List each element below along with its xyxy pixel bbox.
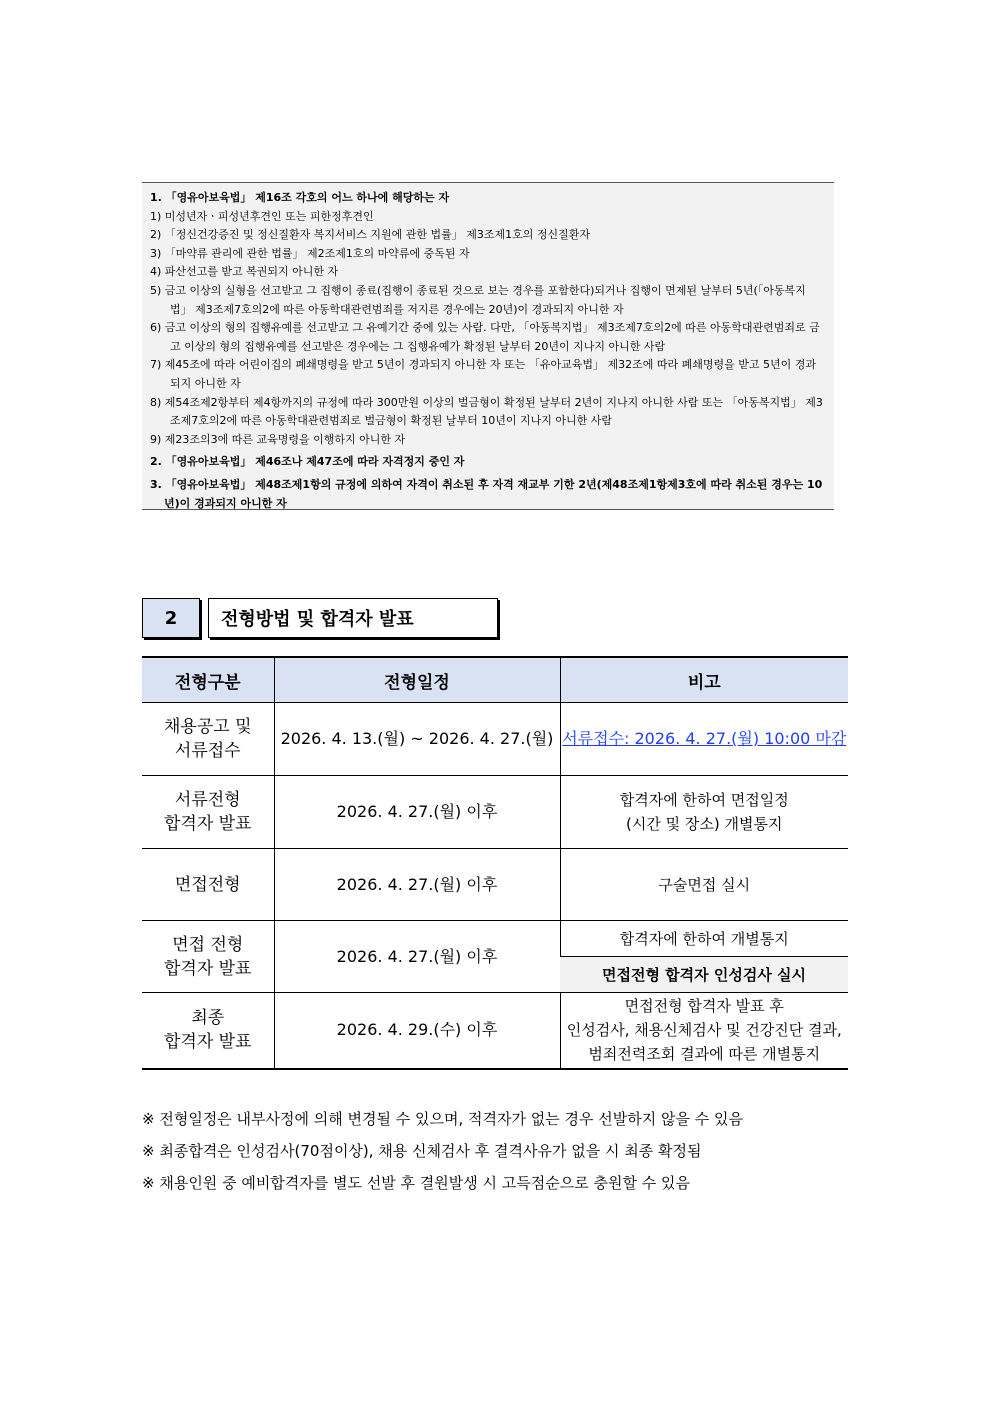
schedule-table	[142, 656, 848, 1070]
header-note: 비고	[560, 657, 848, 703]
row-schedule: 2026. 4. 27.(월) 이후	[274, 776, 560, 849]
row-category: 채용공고 및 서류접수	[142, 703, 274, 776]
disqualification-item: 3) 「마약류 관리에 관한 법률」 제2조제1호의 마약류에 중독된 자	[150, 246, 470, 260]
disqualification-item: 5) 금고 이상의 실형을 선고받고 그 집행이 종료(집행이 종료된 것으로 보는 경우를 포함한다)되거나 집행이 면제된 날부터 5년(「아동복지법」 제3조제7호의2에 따른 아동학대관련범죄를 저지른 경우에는 20년)이 경과되지 아니한 자	[150, 283, 806, 316]
row-schedule: 2026. 4. 27.(월) 이후	[274, 849, 560, 921]
remarks	[142, 1103, 848, 1199]
table-row	[142, 993, 848, 1069]
row-schedule: 2026. 4. 27.(월) 이후	[274, 921, 560, 993]
section-title: 전형방법 및 합격자 발표	[208, 598, 498, 638]
remark-item: ※ 채용인원 중 예비합격자를 별도 선발 후 결원발생 시 고득점순으로 충원할 수 있음	[142, 1174, 690, 1192]
remark-item: ※ 전형일정은 내부사정에 의해 변경될 수 있으며, 적격자가 없는 경우 선발하지 않을 수 있음	[142, 1110, 743, 1128]
disqualification-item: 1) 미성년자ㆍ피성년후견인 또는 피한정후견인	[150, 209, 374, 223]
row-note: 합격자에 한하여 개별통지	[560, 921, 848, 957]
row-note: 면접전형 합격자 발표 후 인성검사, 채용신체검사 및 건강진단 결과, 범죄전력조회 결과에 따른 개별통지	[560, 993, 848, 1069]
row-schedule: 2026. 4. 29.(수) 이후	[274, 993, 560, 1069]
disqualification-item: 2) 「정신건강증진 및 정신질환자 복지서비스 지원에 관한 법률」 제3조제1호의 정신질환자	[150, 228, 591, 242]
disqualification-item: 6) 금고 이상의 형의 집행유예를 선고받고 그 유예기간 중에 있는 사람. 다만, 「아동복지법」 제3조제7호의2에 따른 아동학대관련범죄로 금고 이상의 형의 집행유예를 선고받은 경우에는 그 집행유예가 확정된 날부터 20년이 지나지 아니한 사람	[150, 321, 820, 353]
row-note-bold: 면접전형 합격자 인성검사 실시	[560, 957, 848, 993]
table-row	[142, 849, 848, 921]
remark-item: ※ 최종합격은 인성검사(70점이상), 채용 신체검사 후 결격사유가 없을 시 최종 확정됨	[142, 1142, 702, 1160]
document-deadline-link[interactable]: 서류접수: 2026. 4. 27.(월) 10:00 마감	[562, 729, 847, 748]
header-schedule: 전형일정	[274, 657, 560, 703]
row-schedule: 2026. 4. 13.(월) ~ 2026. 4. 27.(월)	[274, 703, 560, 776]
row-category: 서류전형 합격자 발표	[142, 776, 274, 849]
disqualification-heading-1: 1. 「영유아보육법」 제16조 각호의 어느 하나에 해당하는 자	[150, 191, 450, 204]
disqualification-heading-2: 2. 「영유아보육법」 제46조나 제47조에 따라 자격정지 중인 자	[150, 455, 465, 469]
disqualification-item: 8) 제54조제2항부터 제4항까지의 규정에 따라 300만원 이상의 벌금형이 확정된 날부터 2년이 지나지 아니한 사람 또는 「아동복지법」 제3조제7호의2에 따른 아동학대관련범죄로 벌금형이 확정된 날부터 10년이 지나지 아니한 사람	[150, 395, 823, 428]
disqualification-item: 4) 파산선고를 받고 복권되지 아니한 자	[150, 265, 339, 279]
disqualification-heading-3: 3. 「영유아보육법」 제48조제1항의 규정에 의하여 자격이 취소된 후 자격 재교부 기한 2년(제48조제1항제3호에 따라 취소된 경우는 10년)이 경과되지 아니한 자	[150, 477, 823, 510]
row-note: 구술면접 실시	[560, 849, 848, 921]
row-category: 면접 전형 합격자 발표	[142, 921, 274, 993]
disqualification-box	[142, 182, 834, 510]
row-category: 면접전형	[142, 849, 274, 921]
table-header-row	[142, 657, 848, 703]
disqualification-item: 7) 제45조에 따라 어린이집의 폐쇄명령을 받고 5년이 경과되지 아니한 자 또는 「유아교육법」 제32조에 따라 폐쇄명령을 받고 5년이 경과되지 아니한 자	[150, 358, 817, 390]
row-note-cell	[560, 703, 848, 776]
table-row	[142, 776, 848, 849]
section-number: 2	[142, 598, 200, 638]
header-category: 전형구분	[142, 657, 274, 703]
disqualification-item: 9) 제23조의3에 따른 교육명령을 이행하지 아니한 자	[150, 432, 406, 446]
table-row	[142, 703, 848, 776]
row-note: 합격자에 한하여 면접일정 (시간 및 장소) 개별통지	[560, 776, 848, 849]
table-row	[142, 921, 848, 957]
row-category: 최종 합격자 발표	[142, 993, 274, 1069]
